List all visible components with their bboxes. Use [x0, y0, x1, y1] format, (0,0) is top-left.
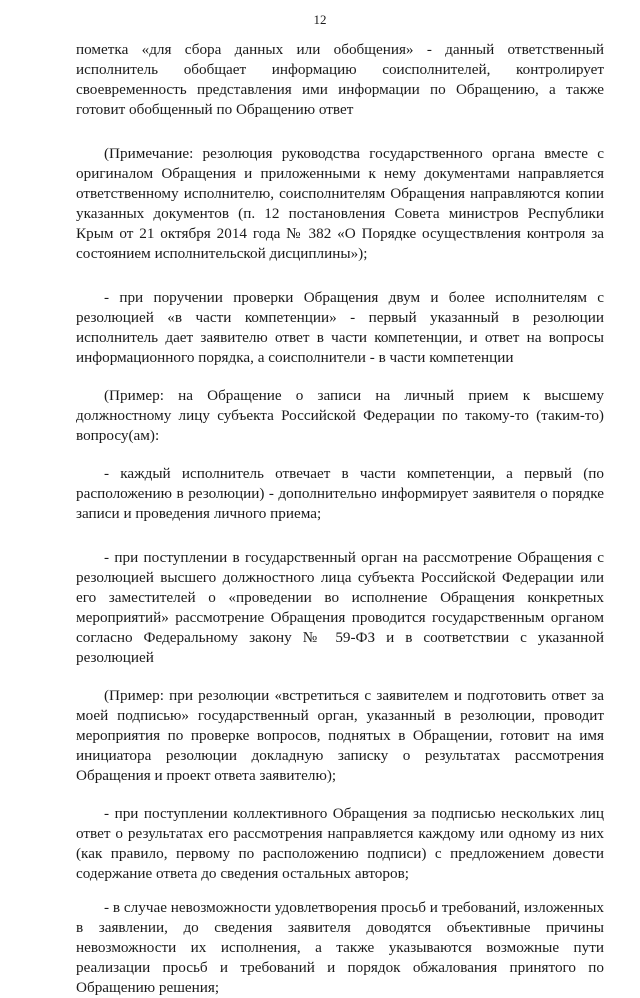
paragraph-example-meeting: (Пример: при резолюции «встретиться с заявителем и подготовить ответ за моей подписью» государственный орган, указанный в резолюции, проводит мероприятия по проверке вопросов, поднятых в Обращении, готовит на имя инициатора резолюции докладную записку о результатах рассмотрения Обращения и проект ответа заявителю);	[76, 687, 604, 784]
paragraph-multiple-executors: - при поручении проверки Обращения двум и более исполнителям с резолюцией «в части компетенции» - первый указанный в резолюции исполнитель дает заявителю ответ в части компетенции, и ответ на вопросы информационного порядка, а соисполнители - в части компетенции	[76, 289, 604, 366]
paragraph-each-executor: - каждый исполнитель отвечает в части компетенции, а первый (по расположению в резолюции) - дополнительно информирует заявителя о порядке записи и проведения личного приема;	[76, 465, 604, 522]
paragraph-impossibility: - в случае невозможности удовлетворения просьб и требований, изложенных в заявлении, до сведения заявителя доводятся объективные причины невозможности их исполнения, а также указываются возможные пути реализации просьб и требований и порядок обжалования принятого по Обращению решения;	[76, 899, 604, 996]
paragraph-collection-note: пометка «для сбора данных или обобщения» - данный ответственный исполнитель обобщает информацию соисполнителей, контролирует своевременность представления ими информации по Обращению, а также готовит обобщенный по Обращению ответ	[76, 41, 604, 118]
paragraph-official-resolution: - при поступлении в государственный орган на рассмотрение Обращения с резолюцией высшего должностного лица субъекта Российской Федерации или его заместителей о «проведении во исполнение Обращения конкретных мероприятий» рассмотрение Обращения проводится государственным органом согласно Федеральному закону № 59-ФЗ и в соответствии с указанной резолюцией	[76, 549, 604, 666]
paragraph-collective-appeal: - при поступлении коллективного Обращения за подписью нескольких лиц ответ о результатах его рассмотрения направляется каждому или одному из них (как правило, первому по расположению подписи) с предложением довести содержание ответа до сведения остальных авторов;	[76, 805, 604, 882]
paragraph-example-reception: (Пример: на Обращение о записи на личный прием к высшему должностному лицу субъекта Российской Федерации по такому-то (таким-то) вопросу(ам):	[76, 387, 604, 444]
paragraph-resolution-note: (Примечание: резолюция руководства государственного органа вместе с оригиналом Обращения и приложенными к нему документами направляется ответственному исполнителю, соисполнителям Обращения направляются копии указанных документов (п. 12 постановления Совета министров Республики Крым от 21 октября 2014 года № 382 «О Порядке осуществления контроля за состоянием исполнительской дисциплины»);	[76, 145, 604, 262]
document-body	[76, 40, 604, 998]
page-number: 12	[313, 12, 327, 27]
